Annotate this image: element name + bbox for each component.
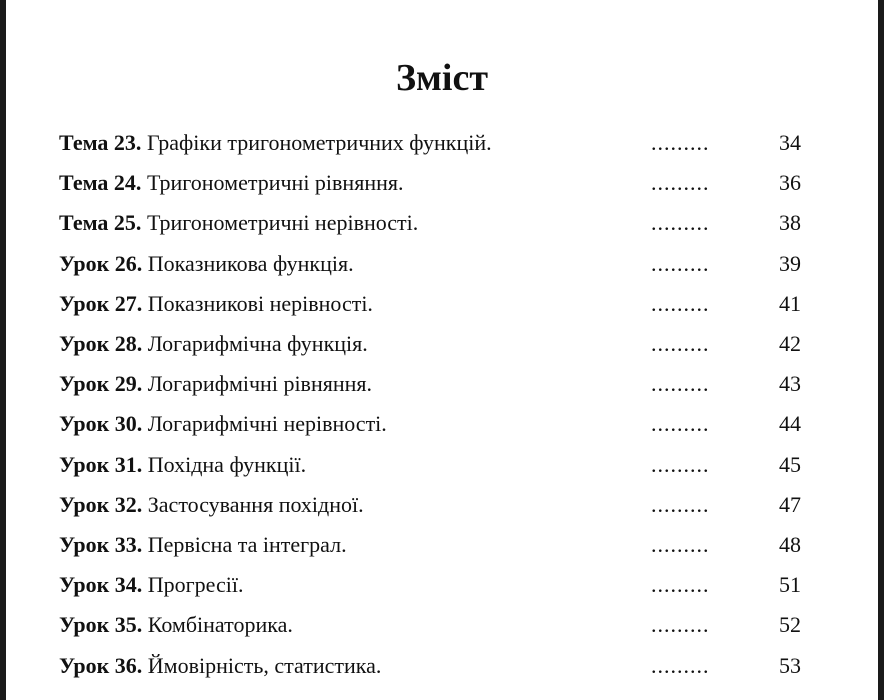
- toc-entry: [59, 530, 819, 560]
- entry-title: Показникова функція.: [147, 250, 354, 276]
- entry-leader-dots: .........: [651, 130, 710, 155]
- entry-label: Тема 24.: [59, 170, 142, 196]
- entry-leader-dots: .........: [651, 652, 710, 678]
- toc-entry: [59, 490, 819, 520]
- entry-label: Тема 25.: [59, 210, 142, 236]
- entry-page-number: 42: [779, 331, 801, 356]
- entry-leader-dots: .........: [651, 290, 710, 316]
- entry-leader-dots: .........: [651, 612, 710, 638]
- entry-page-number: 47: [779, 491, 801, 517]
- toc-entry: [59, 289, 819, 319]
- toc-entry: [59, 409, 819, 439]
- entry-page-number: 48: [779, 532, 801, 557]
- toc-entry: [59, 128, 819, 158]
- entry-title: Похідна функції.: [147, 451, 307, 477]
- toc-entry: [59, 249, 819, 279]
- entry-leader-dots: .........: [651, 572, 710, 598]
- entry-title: Прогресії.: [147, 572, 244, 598]
- entry-label: Урок 35.: [59, 612, 143, 638]
- entry-title: Тригонометричні рівняння.: [146, 170, 404, 196]
- entry-page-number: 36: [779, 170, 801, 196]
- entry-label: Урок 29.: [59, 371, 143, 397]
- entry-leader-dots: .........: [651, 411, 710, 437]
- toc-entry: [59, 208, 819, 238]
- entry-label: Урок 26.: [59, 250, 143, 276]
- toc-entry: [59, 450, 819, 480]
- entry-page-number: 43: [779, 371, 801, 397]
- entry-title: Логарифмічні нерівності.: [147, 411, 387, 437]
- entry-title: Застосування похідної.: [147, 491, 364, 517]
- entry-label: Урок 31.: [59, 451, 143, 477]
- entry-title: Логарифмічні рівняння.: [147, 371, 372, 397]
- entry-label: Тема 23.: [59, 130, 142, 155]
- entry-page-number: 34: [779, 130, 801, 155]
- entry-label: Урок 36.: [59, 652, 143, 678]
- entry-label: Урок 33.: [59, 532, 143, 557]
- toc-entry: [59, 610, 819, 640]
- entry-leader-dots: .........: [651, 451, 710, 477]
- toc-entry: [59, 570, 819, 600]
- entry-title: Логарифмічна функція.: [147, 331, 368, 356]
- entry-leader-dots: .........: [651, 210, 710, 236]
- entry-leader-dots: .........: [651, 331, 710, 356]
- entry-label: Урок 30.: [59, 411, 143, 437]
- entry-leader-dots: .........: [651, 491, 710, 517]
- entry-page-number: 53: [779, 652, 801, 678]
- entry-title: Тригонометричні нерівності.: [146, 210, 419, 236]
- entry-title: Первісна та інтеграл.: [147, 532, 347, 557]
- entry-label: Урок 32.: [59, 491, 143, 517]
- entry-page-number: 45: [779, 451, 801, 477]
- toc-entry: [59, 651, 819, 681]
- entry-label: Урок 27.: [59, 290, 143, 316]
- entry-label: Урок 28.: [59, 331, 143, 356]
- entry-page-number: 39: [779, 250, 801, 276]
- toc-entry: [59, 369, 819, 399]
- entry-leader-dots: .........: [651, 532, 710, 557]
- entry-title: Графіки тригонометричних функцій.: [146, 130, 492, 155]
- page-title: Зміст: [395, 57, 489, 99]
- entry-leader-dots: .........: [651, 170, 710, 196]
- entry-title: Комбінаторика.: [147, 612, 293, 638]
- entry-page-number: 38: [779, 210, 801, 236]
- entry-title: Показникові нерівності.: [147, 290, 373, 316]
- entry-page-number: 44: [779, 411, 801, 437]
- entry-page-number: 41: [779, 290, 801, 316]
- entry-page-number: 51: [779, 572, 801, 598]
- entry-leader-dots: .........: [651, 250, 710, 276]
- toc-entry: [59, 168, 819, 198]
- toc-entry: [59, 329, 819, 359]
- entry-title: Ймовірність, статистика.: [147, 652, 382, 678]
- left-border: [0, 0, 6, 700]
- entry-page-number: 52: [779, 612, 801, 638]
- entry-leader-dots: .........: [651, 371, 710, 397]
- right-border: [878, 0, 884, 700]
- entry-label: Урок 34.: [59, 572, 143, 598]
